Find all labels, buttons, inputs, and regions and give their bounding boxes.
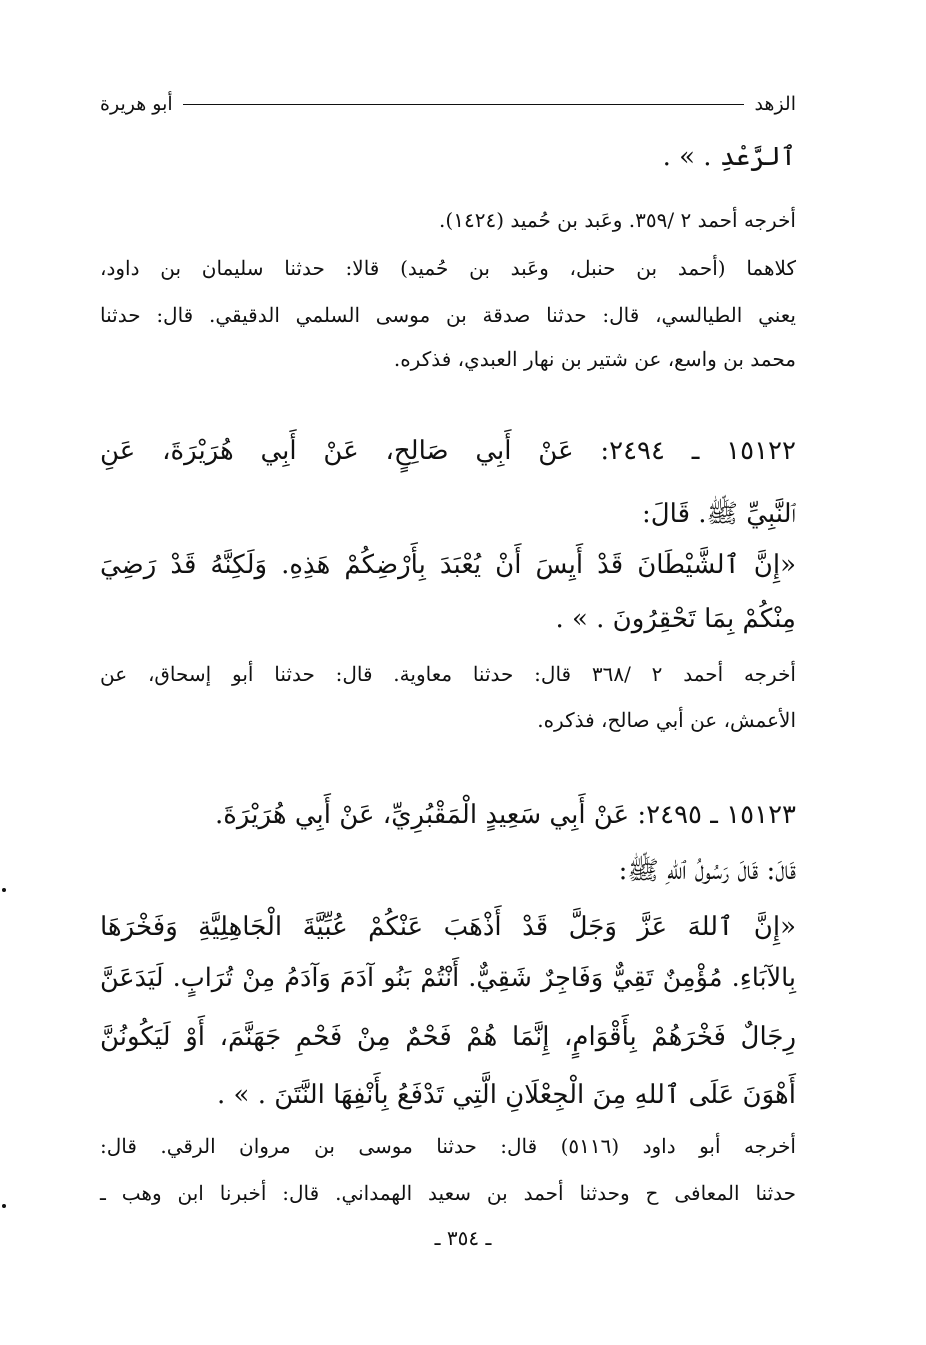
takhrij-note-line: أخرجه أبو داود (٥١١٦) قال: حدثنا موسى بن مروان الرقي. قال:: [100, 1134, 796, 1158]
hadith-text-line: رِجَالٌ فَخْرَهُمْ بِأَقْوَامٍ، إِنَّمَا هُمْ فَحْمٌ مِنْ فَحْمِ جَهَنَّمَ، أَوْ لَيَكُونُنَّ: [100, 1022, 796, 1052]
hadith-text-line: أَهْوَنَ عَلَى ٱللهِ مِنَ الْجِعْلَانِ الَّتِي تَدْفَعُ بِأَنْفِهَا النَّتَنَ . » .: [217, 1080, 796, 1110]
header-rule: [183, 104, 745, 105]
page-number: ـ ٣٥٤ ـ: [434, 1226, 492, 1250]
scan-speck: [2, 888, 6, 892]
hadith-text-line: ٱلنَّبِيِّ ﷺ. قَالَ:: [642, 499, 796, 529]
hadith-tail-line: ٱلرَّعْدِ . » .: [662, 142, 796, 172]
takhrij-note-line: أخرجه أحمد ٢ /٣٥٩. وعَبد بن حُميد (١٤٢٤).: [439, 208, 796, 232]
hadith-heading-line: ١٥١٢٣ ـ ٢٤٩٥: عَنْ أَبِي سَعِيدٍ الْمَقْبُرِيِّ، عَنْ أَبِي هُرَيْرَةَ.: [215, 800, 796, 830]
hadith-heading-line: ١٥١٢٢ ـ ٢٤٩٤: عَنْ أَبِي صَالِحٍ، عَنْ أَبِي هُرَيْرَةَ، عَنِ: [100, 436, 796, 466]
hadith-text-line: بِالآبَاءِ. مُؤْمِنٌ تَقِيٌّ وَفَاجِرٌ شَقِيٌّ. أَنْتُمْ بَنُو آدَمَ وَآدَمُ مِنْ تُرَابٍ. لَيَدَعَنَّ: [100, 963, 796, 993]
running-header: [100, 86, 796, 122]
header-chapter-title: أبو هريرة: [100, 93, 173, 115]
scan-speck: [2, 1204, 6, 1208]
takhrij-note-line: محمد بن واسع، عن شتير بن نهار العبدي، فذكره.: [393, 347, 796, 371]
header-book-title: الزهد: [754, 93, 796, 115]
hadith-text-line: مِنْكُمْ بِمَا تَحْقِرُونَ . » .: [555, 604, 796, 634]
hadith-text-line: «إِنَّ ٱللهَ عَزَّ وَجَلَّ قَدْ أَذْهَبَ عَنْكُمْ عُبِّيَّةَ الْجَاهِلِيَّةِ وَفَخْرَهَا: [100, 912, 796, 942]
takhrij-note-line: الأعمش، عن أبي صالح، فذكره.: [537, 708, 796, 732]
takhrij-note-line: حدثنا المعافى ح وحدثنا أحمد بن سعيد الهمداني. قال: أخبرنا ابن وهب ـ: [100, 1181, 796, 1205]
hadith-text-line: قَالَ: قَالَ رَسُولُ ٱللهِ ﷺ:: [618, 856, 796, 886]
takhrij-note-line: يعني الطيالسي، قال: حدثنا صدقة بن موسى السلمي الدقيقي. قال: حدثنا: [100, 303, 796, 327]
hadith-text-line: «إِنَّ ٱلشَّيْطَانَ قَدْ أَيِسَ أَنْ يُعْبَدَ بِأَرْضِكُمْ هَذِهِ. وَلَكِنَّهُ قَدْ رَضِيَ: [100, 550, 796, 580]
takhrij-note-line: كلاهما (أحمد بن حنبل، وعَبد بن حُميد) قالا: حدثنا سليمان بن داود،: [100, 256, 796, 280]
takhrij-note-line: أخرجه أحمد ٢ /٣٦٨ قال: حدثنا معاوية. قال: حدثنا أبو إسحاق، عن: [100, 662, 796, 686]
